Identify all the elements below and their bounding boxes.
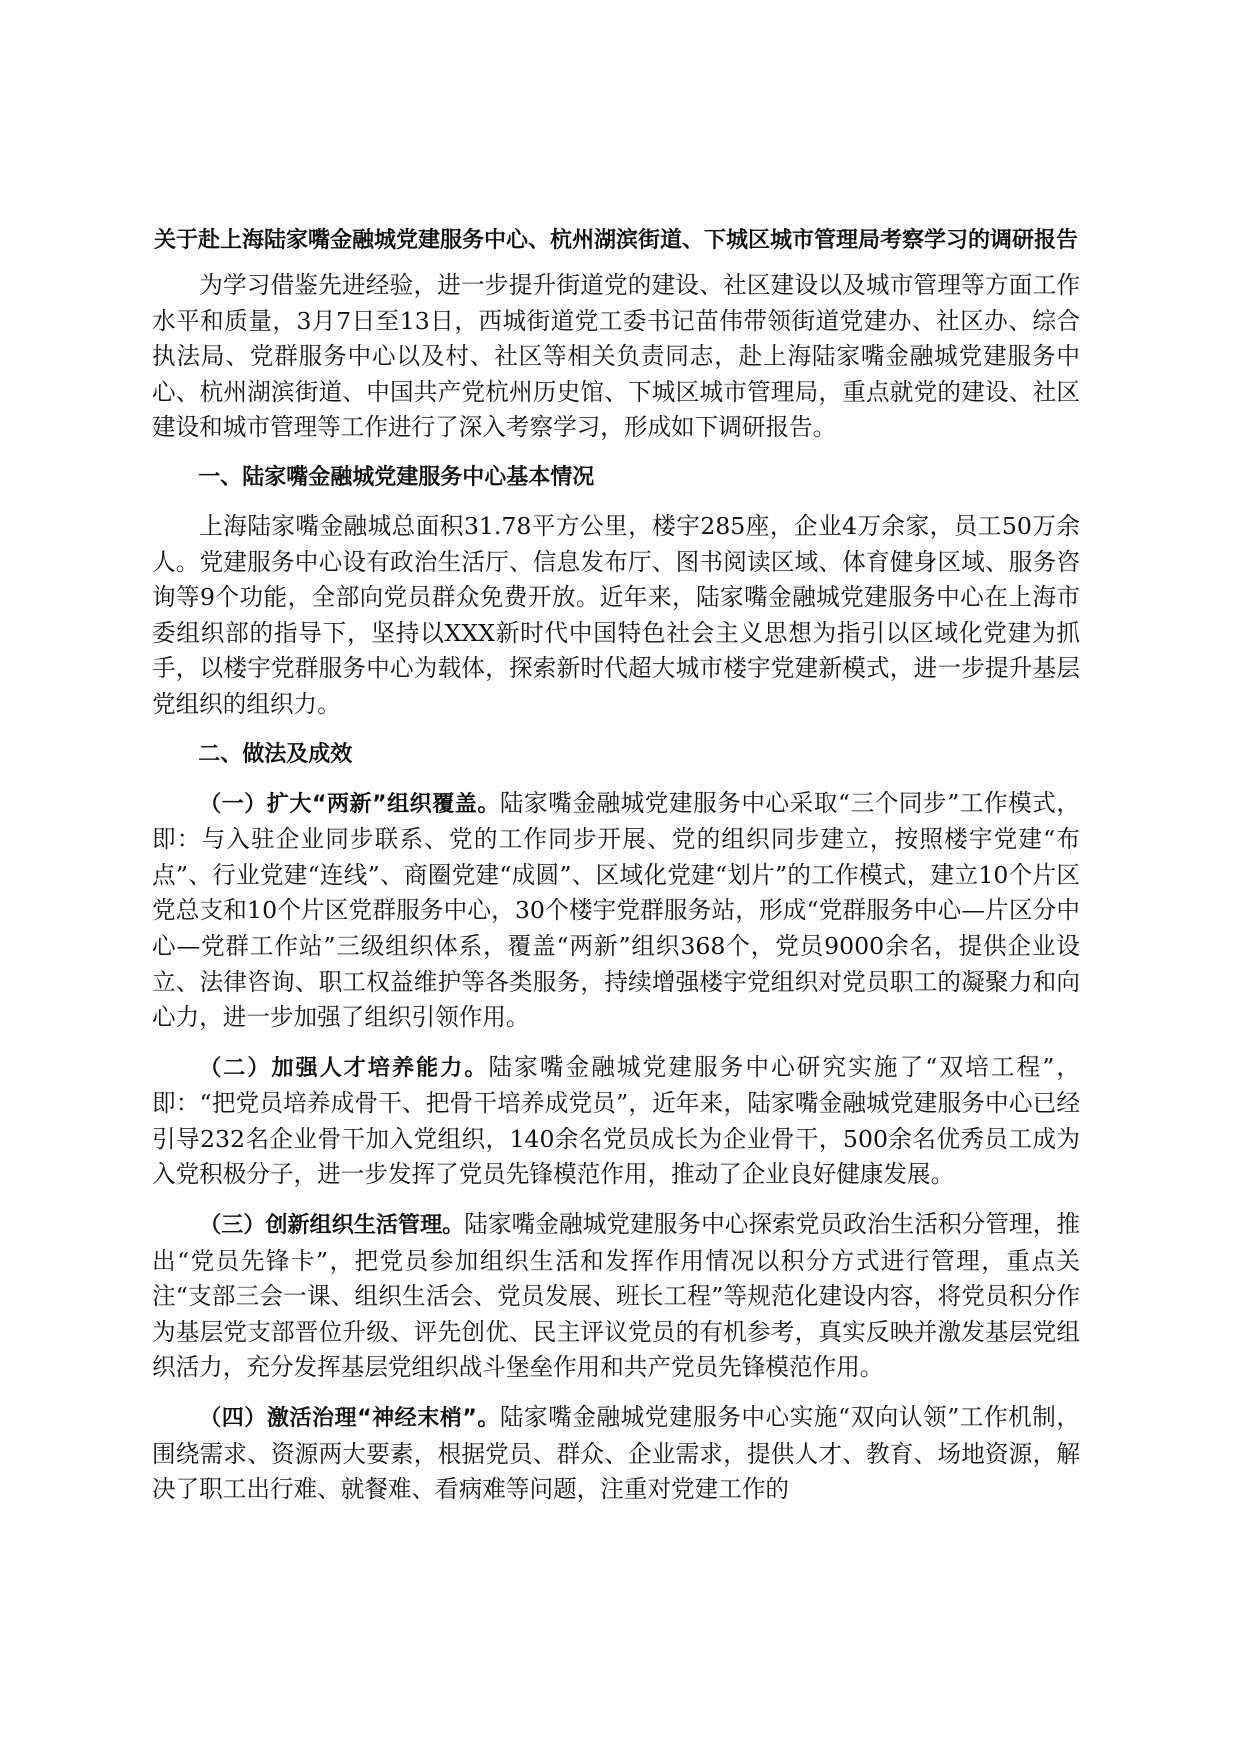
intro-paragraph: 为学习借鉴先进经验，进一步提升街道党的建设、社区建设以及城市管理等方面工作水平和质量，3月7日至13日，西城街道党工委书记苗伟带领街道党建办、社区办、综合执法局、党群服务中心以及村、社区等相关负责同志，赴上海陆家嘴金融城党建服务中心、杭州湖滨街道、中国共产党杭州历史馆、下城区城市管理局，重点就党的建设、社区建设和城市管理等工作进行了深入考察学习，形成如下调研报告。 [152,271,1080,442]
item-2-lead: （二）加强人才培养能力。 [199,1055,489,1081]
document-page [152,226,1080,1508]
section-1-paragraph: 上海陆家嘴金融城总面积31.78平方公里，楼宇285座，企业4万余家，员工50万余人。党建服务中心设有政治生活厅、信息发布厅、图书阅读区域、体育健身区域、服务咨询等9个功能，全部向党员群众免费开放。近年来，陆家嘴金融城党建服务中心在上海市委组织部的指导下，坚持以XXX新时代中国特色社会主义思想为指引以区域化党建为抓手，以楼宇党群服务中心为载体，探索新时代超大城市楼宇党建新模式，进一步提升基层党组织的组织力。 [152,511,1080,718]
item-3-paragraph [152,1207,1080,1386]
item-1-lead: （一）扩大“两新”组织覆盖。 [199,791,500,817]
section-2-heading: 二、做法及成效 [198,741,353,767]
item-3-lead: （三）创新组织生活管理。 [199,1213,465,1239]
item-4-body: 陆家嘴金融城党建服务中心实施“双向认领”工作机制，围绕需求、资源两大要素，根据党员、群众、企业需求，提供人才、教育、场地资源，解决了职工出行难、就餐难、看病难等问题，注重对党建工作的 [152,1403,1081,1504]
item-4-paragraph [152,1400,1080,1508]
document-title: 关于赴上海陆家嘴金融城党建服务中心、杭州湖滨街道、下城区城市管理局考察学习的调研报告 [153,228,1078,253]
item-2-paragraph [152,1050,1080,1193]
item-3-body: 陆家嘴金融城党建服务中心探索党员政治生活积分管理，推出“党员先锋卡”，把党员参加组织生活和发挥作用情况以积分方式进行管理，重点关注“支部三会一课、组织生活会、党员发展、班长工程”等规范化建设内容，将党员积分作为基层党支部晋位升级、评先创优、民主评议党员的有机参考，真实反映并激发基层党组织活力，充分发挥基层党组织战斗堡垒作用和共产党员先锋模范作用。 [152,1210,1080,1382]
item-1-paragraph [152,786,1080,1036]
item-2-body: 陆家嘴金融城党建服务中心研究实施了“双培工程”，即：“把党员培养成骨干、把骨干培养成党员”，近年来，陆家嘴金融城党建服务中心已经引导232名企业骨干加入党组织，140余名党员成长为企业骨干，500余名优秀员工成为入党积极分子，进一步发挥了党员先锋模范作用，推动了企业良好健康发展。 [152,1052,1080,1189]
section-1-heading: 一、陆家嘴金融城党建服务中心基本情况 [198,464,595,490]
item-1-body: 陆家嘴金融城党建服务中心采取“三个同步”工作模式，即：与入驻企业同步联系、党的工作同步开展、党的组织同步建立，按照楼宇党建“布点”、行业党建“连线”、商圈党建“成圆”、区域化党建“划片”的工作模式，建立10个片区党总支和10个片区党群服务中心，30个楼宇党群服务站，形成“党群服务中心—片区分中心—党群工作站”三级组织体系，覆盖“两新”组织368个，党员9000余名，提供企业设立、法律咨询、职工权益维护等各类服务，持续增强楼宇党组织对党员职工的凝聚力和向心力，进一步加强了组织引领作用。 [152,788,1081,1032]
item-4-lead: （四）激活治理“神经末梢”。 [199,1406,500,1432]
